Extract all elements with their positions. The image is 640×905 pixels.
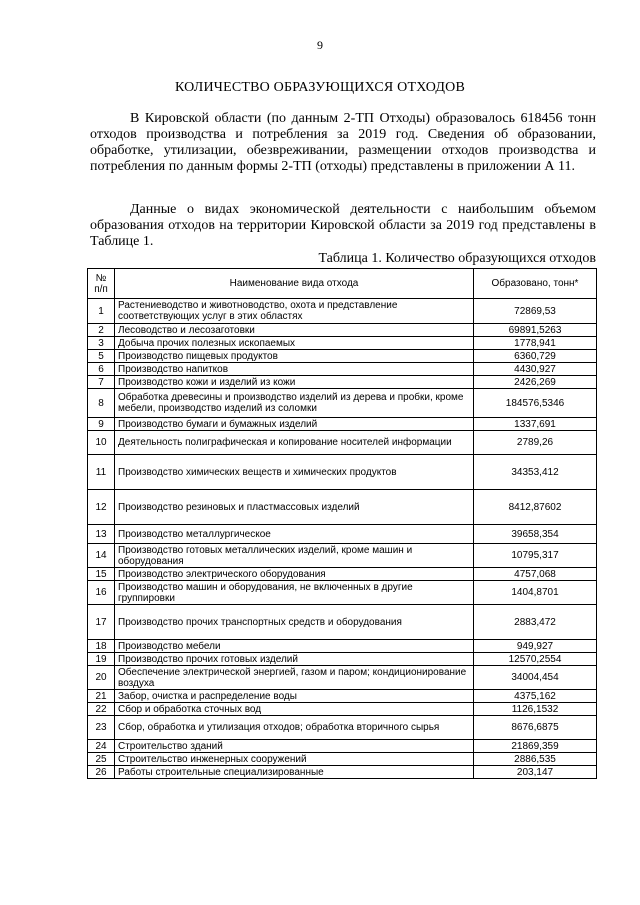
row-num: 10	[88, 431, 115, 455]
table-row	[88, 418, 597, 431]
row-value: 10795,317	[474, 544, 597, 568]
table-row	[88, 666, 597, 690]
table-row	[88, 581, 597, 605]
table-caption: Таблица 1. Количество образующихся отходов	[318, 251, 596, 266]
row-value: 203,147	[474, 766, 597, 779]
row-value: 1404,8701	[474, 581, 597, 605]
table-row	[88, 337, 597, 350]
row-name: Сбор и обработка сточных вод	[115, 703, 474, 716]
row-num: 15	[88, 568, 115, 581]
row-name: Строительство инженерных сооружений	[115, 753, 474, 766]
table-row	[88, 568, 597, 581]
row-num: 12	[88, 490, 115, 525]
row-num: 11	[88, 455, 115, 490]
table-row	[88, 605, 597, 640]
row-num: 26	[88, 766, 115, 779]
row-num: 16	[88, 581, 115, 605]
row-name: Лесоводство и лесозаготовки	[115, 324, 474, 337]
row-num: 14	[88, 544, 115, 568]
table-row	[88, 766, 597, 779]
table-row	[88, 703, 597, 716]
table-row	[88, 753, 597, 766]
table-row	[88, 299, 597, 324]
row-value: 4430,927	[474, 363, 597, 376]
row-name: Производство химических веществ и химических продуктов	[115, 455, 474, 490]
row-value: 72869,53	[474, 299, 597, 324]
row-num: 23	[88, 716, 115, 740]
row-num: 1	[88, 299, 115, 324]
waste-table	[87, 268, 597, 779]
row-num: 5	[88, 350, 115, 363]
row-name: Забор, очистка и распределение воды	[115, 690, 474, 703]
row-value: 4757,068	[474, 568, 597, 581]
table-row	[88, 740, 597, 753]
table-row	[88, 376, 597, 389]
row-num: 6	[88, 363, 115, 376]
row-value: 8676,6875	[474, 716, 597, 740]
row-name: Деятельность полиграфическая и копирование носителей информации	[115, 431, 474, 455]
row-value: 34353,412	[474, 455, 597, 490]
row-num: 2	[88, 324, 115, 337]
row-num: 8	[88, 389, 115, 418]
row-value: 2883,472	[474, 605, 597, 640]
header-value: Образовано, тонн*	[474, 269, 597, 299]
row-num: 21	[88, 690, 115, 703]
row-value: 949,927	[474, 640, 597, 653]
row-name: Добыча прочих полезных ископаемых	[115, 337, 474, 350]
table-row	[88, 455, 597, 490]
row-value: 1778,941	[474, 337, 597, 350]
row-num: 19	[88, 653, 115, 666]
table-row	[88, 716, 597, 740]
row-value: 184576,5346	[474, 389, 597, 418]
table-row	[88, 490, 597, 525]
row-value: 34004,454	[474, 666, 597, 690]
table-row	[88, 350, 597, 363]
row-value: 1126,1532	[474, 703, 597, 716]
row-value: 4375,162	[474, 690, 597, 703]
row-name: Обработка древесины и производство изделий из дерева и пробки, кроме мебели, производство изделий из соломки	[115, 389, 474, 418]
row-name: Производство прочих транспортных средств и оборудования	[115, 605, 474, 640]
row-value: 8412,87602	[474, 490, 597, 525]
row-name: Производство готовых металлических изделий, кроме машин и оборудования	[115, 544, 474, 568]
row-name: Производство машин и оборудования, не включенных в другие группировки	[115, 581, 474, 605]
row-num: 13	[88, 525, 115, 544]
row-name: Производство металлургическое	[115, 525, 474, 544]
table-row	[88, 389, 597, 418]
row-num: 3	[88, 337, 115, 350]
header-name: Наименование вида отхода	[115, 269, 474, 299]
table-row	[88, 690, 597, 703]
table-row	[88, 525, 597, 544]
row-name: Работы строительные специализированные	[115, 766, 474, 779]
row-name: Производство пищевых продуктов	[115, 350, 474, 363]
row-value: 12570,2554	[474, 653, 597, 666]
table-header-row	[88, 269, 597, 299]
header-num: № п/п	[88, 269, 115, 299]
row-name: Строительство зданий	[115, 740, 474, 753]
table-row	[88, 363, 597, 376]
row-num: 17	[88, 605, 115, 640]
row-value: 6360,729	[474, 350, 597, 363]
row-name: Обеспечение электрической энергией, газом и паром; кондиционирование воздуха	[115, 666, 474, 690]
row-name: Производство кожи и изделий из кожи	[115, 376, 474, 389]
row-name: Сбор, обработка и утилизация отходов; обработка вторичного сырья	[115, 716, 474, 740]
row-name: Производство электрического оборудования	[115, 568, 474, 581]
table-row	[88, 324, 597, 337]
row-value: 2426,269	[474, 376, 597, 389]
row-value: 1337,691	[474, 418, 597, 431]
page-heading: КОЛИЧЕСТВО ОБРАЗУЮЩИХСЯ ОТХОДОВ	[174, 80, 466, 95]
row-value: 21869,359	[474, 740, 597, 753]
row-value: 69891,5263	[474, 324, 597, 337]
table-row	[88, 431, 597, 455]
row-num: 7	[88, 376, 115, 389]
row-name: Производство бумаги и бумажных изделий	[115, 418, 474, 431]
table-row	[88, 640, 597, 653]
row-name: Производство прочих готовых изделий	[115, 653, 474, 666]
row-value: 39658,354	[474, 525, 597, 544]
row-num: 9	[88, 418, 115, 431]
row-name: Производство мебели	[115, 640, 474, 653]
row-num: 20	[88, 666, 115, 690]
row-num: 22	[88, 703, 115, 716]
table-reference-paragraph: Данные о видах экономической деятельности с наибольшим объемом образования отходов на территории Кировской области за 2019 год представлены в Таблице 1.	[90, 202, 596, 249]
row-num: 24	[88, 740, 115, 753]
table-row	[88, 544, 597, 568]
page-number: 9	[317, 38, 323, 52]
table-row	[88, 653, 597, 666]
row-name: Производство резиновых и пластмассовых изделий	[115, 490, 474, 525]
row-value: 2789,26	[474, 431, 597, 455]
row-num: 18	[88, 640, 115, 653]
row-name: Производство напитков	[115, 363, 474, 376]
row-name: Растениеводство и животноводство, охота и представление соответствующих услуг в этих областях	[115, 299, 474, 324]
intro-paragraph: В Кировской области (по данным 2-ТП Отходы) образовалось 618456 тонн отходов производства и потребления за 2019 год. Сведения об образовании, обработке, утилизации, обезвреживании, размещении отходов производства и потребления по данным формы 2-ТП (отходы) представлены в приложении А 11.	[90, 111, 596, 174]
row-value: 2886,535	[474, 753, 597, 766]
row-num: 25	[88, 753, 115, 766]
